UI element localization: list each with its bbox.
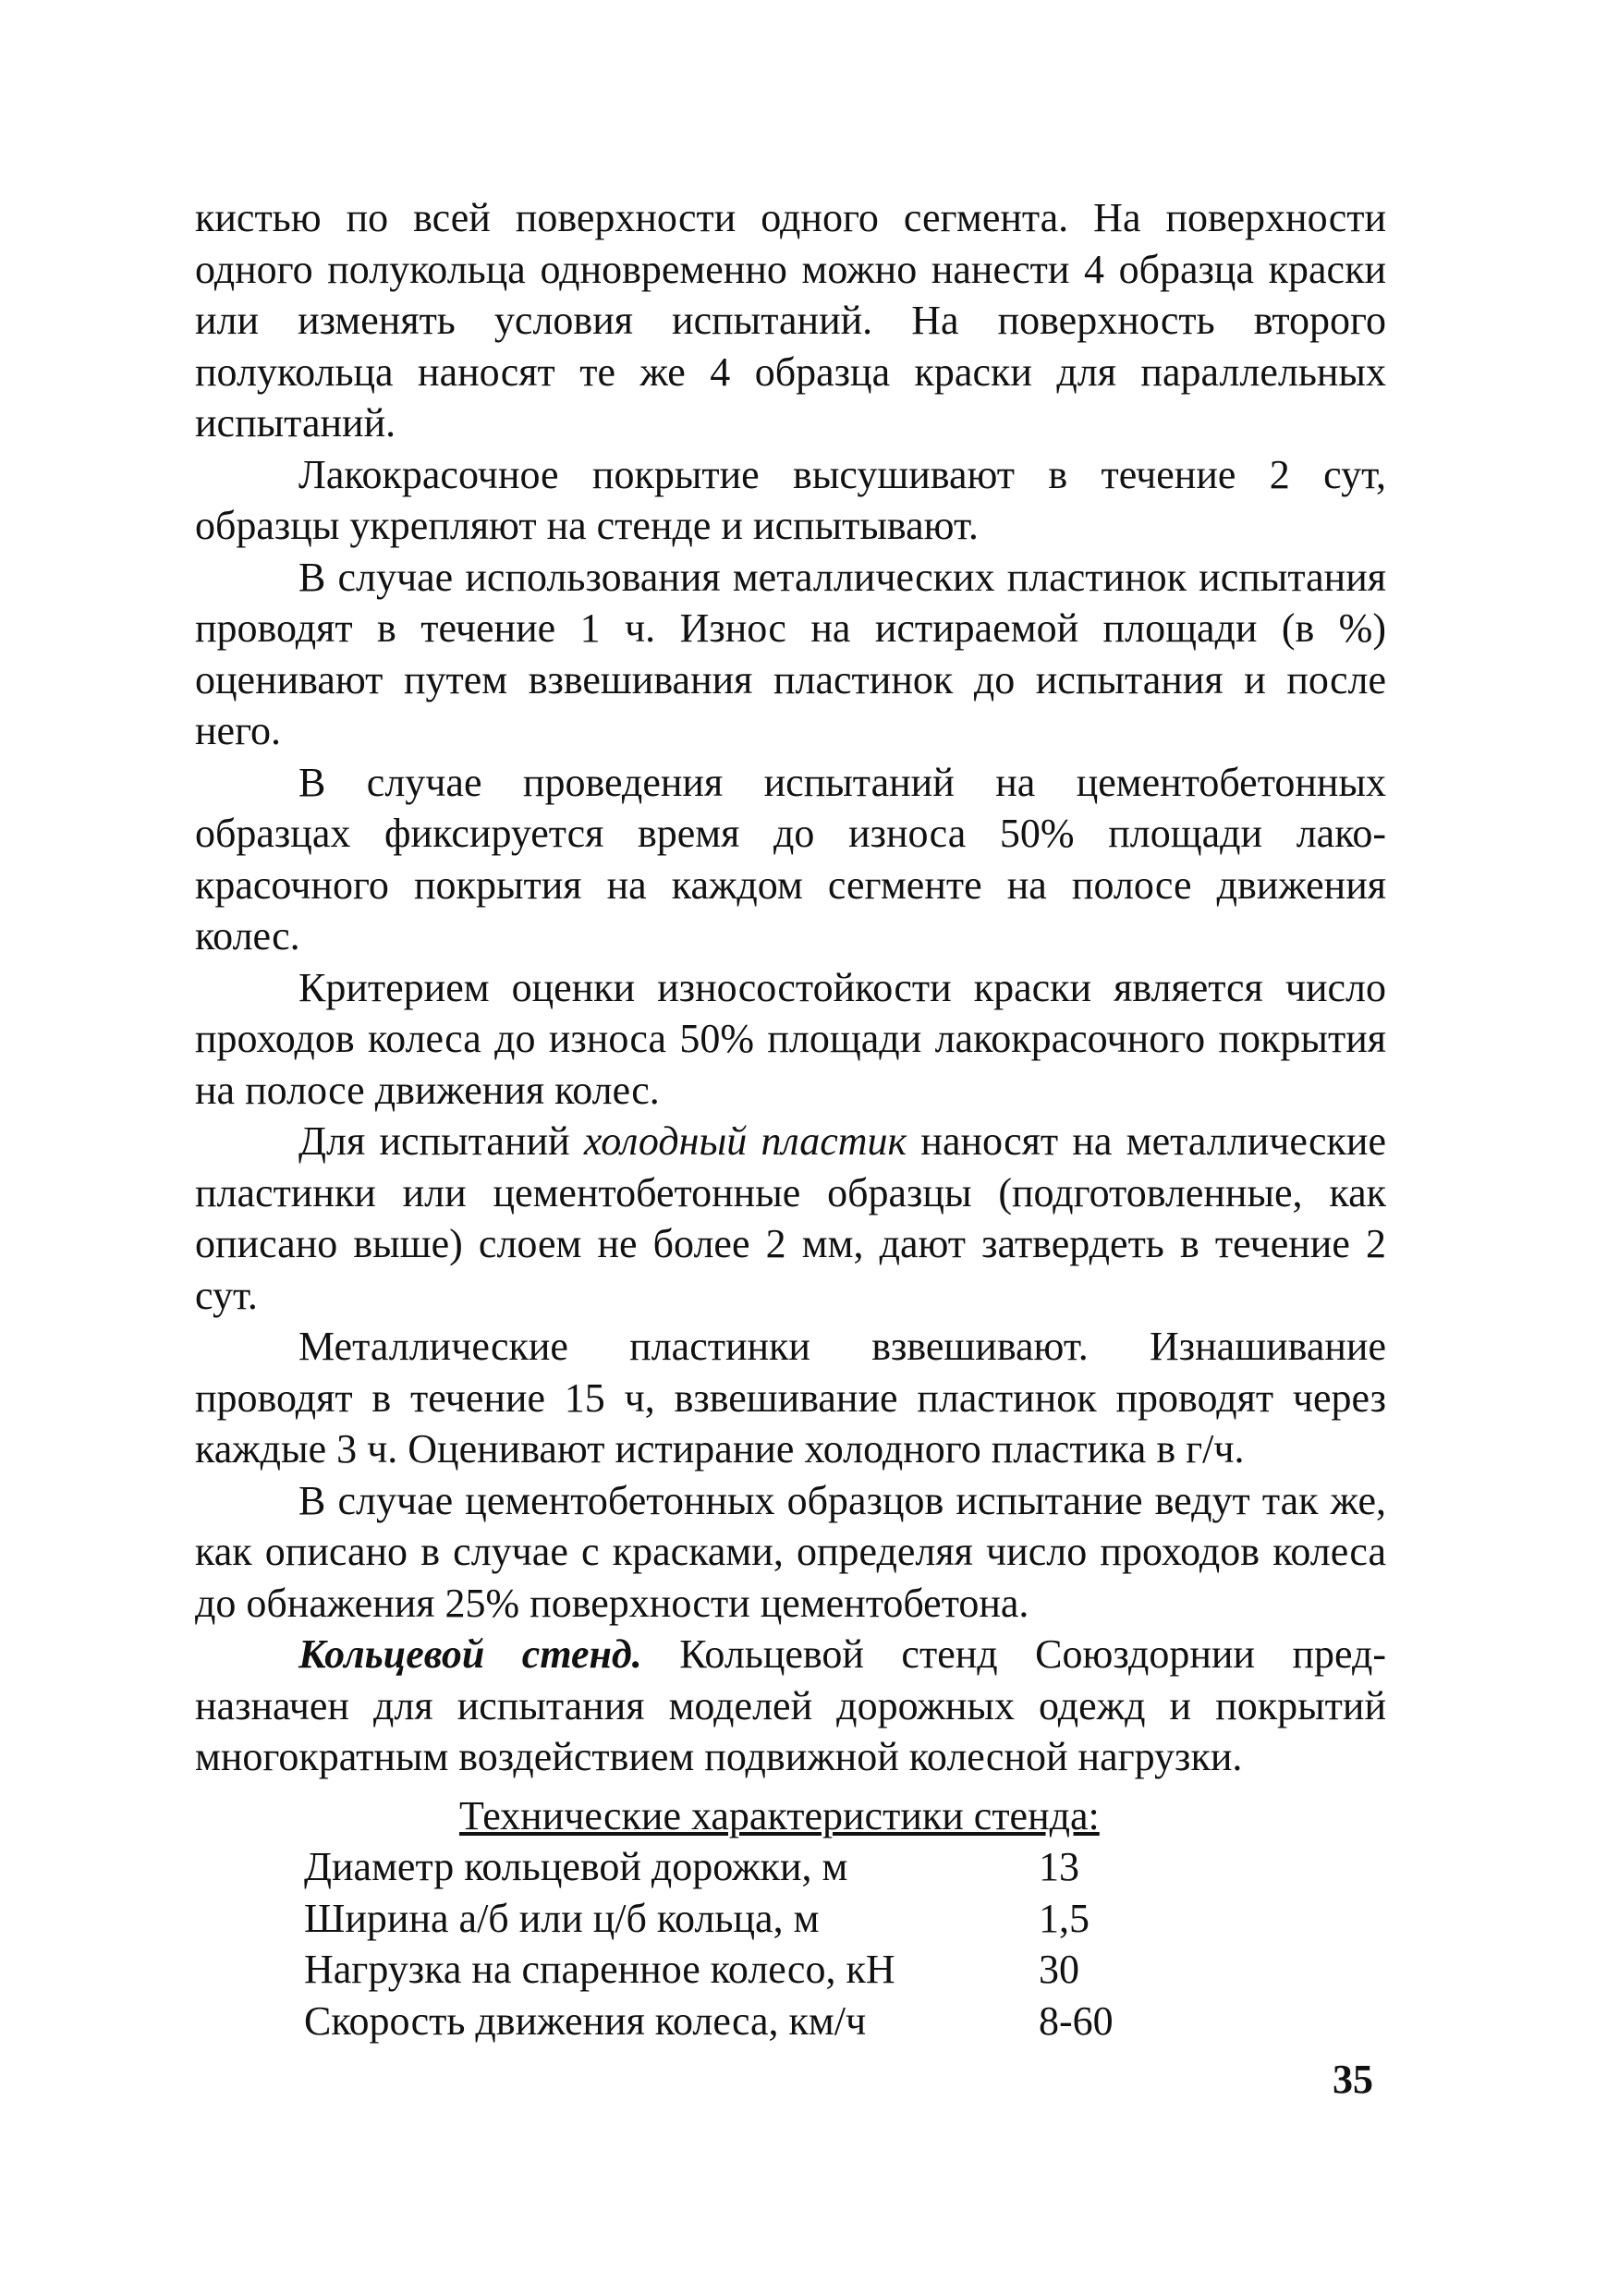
paragraph-9-text: Кольцевой стенд Союздорнии предназначен для испытания моделей дорожных одежд и покрытий многократным воздействием подвижной колесной нагрузки. [195,1631,1386,1779]
paragraph-1: кистью по всей поверхности одного сегмента. На поверхности одного полукольца одновременно можно нанести 4 образца краски или изменять условия испытаний. На поверхность второго полукольца наносят те же 4 образца краски для параллельных испытаний. [195,195,1386,446]
page-number: 35 [1333,2057,1373,2102]
paragraph-6-start: Для испытаний [298,1118,584,1164]
specs-title: Технические характеристики стенда: [459,1792,1100,1838]
page-body [195,192,1386,2046]
spec-row [195,1893,1386,1945]
paragraph-7: Металлические пластинки взвешивают. Изнашивание проводят в течение 15 ч, взвешивание пластинок проводят через каждые 3 ч. Оценивают истирание холодного пластика в г/ч. [195,1324,1386,1472]
specs-block [195,1790,1386,2047]
spec-row [195,1996,1386,2047]
spec-label: Скорость движения колеса, км/ч [304,1997,867,2044]
spec-row [195,1944,1386,1996]
paragraph-6 [195,1116,1386,1321]
section-heading-ring-stand: Кольцевой стенд. [298,1631,642,1677]
paragraph-3: В случае использования металлических пластинок испытания проводят в течение 1 ч. Износ на истираемой площади (в %) оценивают путем взвешивания пластинок до испытания и после него. [195,554,1386,753]
spec-value: 13 [1039,1844,1079,1889]
paragraph-4: В случае проведения испытаний на цементобетонных образцах фиксируется время до износа 50% площади лакокрасочного покрытия на каждом сегменте на полосе движения колес. [195,759,1386,959]
paragraph-2: Лакокрасочное покрытие высушивают в течение 2 сут, образцы укрепляют на стенде и испытывают. [195,451,1386,548]
paragraph-9 [195,1629,1386,1783]
spec-row [195,1841,1386,1893]
paragraph-8: В случае цементобетонных образцов испытание ведут так же, как описано в случае с красками, определяя число проходов колеса до обнажения 25% поверхности цементобетона. [195,1477,1386,1626]
spec-label: Ширина а/б или ц/б кольца, м [304,1895,820,1941]
spec-label: Нагрузка на спаренное колесо, кН [304,1947,895,1992]
paragraph-6-italic-term: холодный пластик [583,1118,907,1164]
paragraph-6-end: наносят на металлические пластинки или цементобетонные образцы (подготовленные, как описано выше) слоем не более 2 мм, дают затвердеть в течение 2 сут. [195,1118,1386,1318]
spec-value: 30 [1039,1947,1079,1992]
spec-value: 1,5 [1039,1895,1090,1941]
paragraph-5: Критерием оценки износостойкости краски является число проходов колеса до износа 50% площади лакокрасочного покрытия на полосе движения колес. [195,964,1386,1113]
spec-value: 8-60 [1039,1997,1114,2044]
spec-label: Диаметр кольцевой дорожки, м [304,1844,848,1889]
